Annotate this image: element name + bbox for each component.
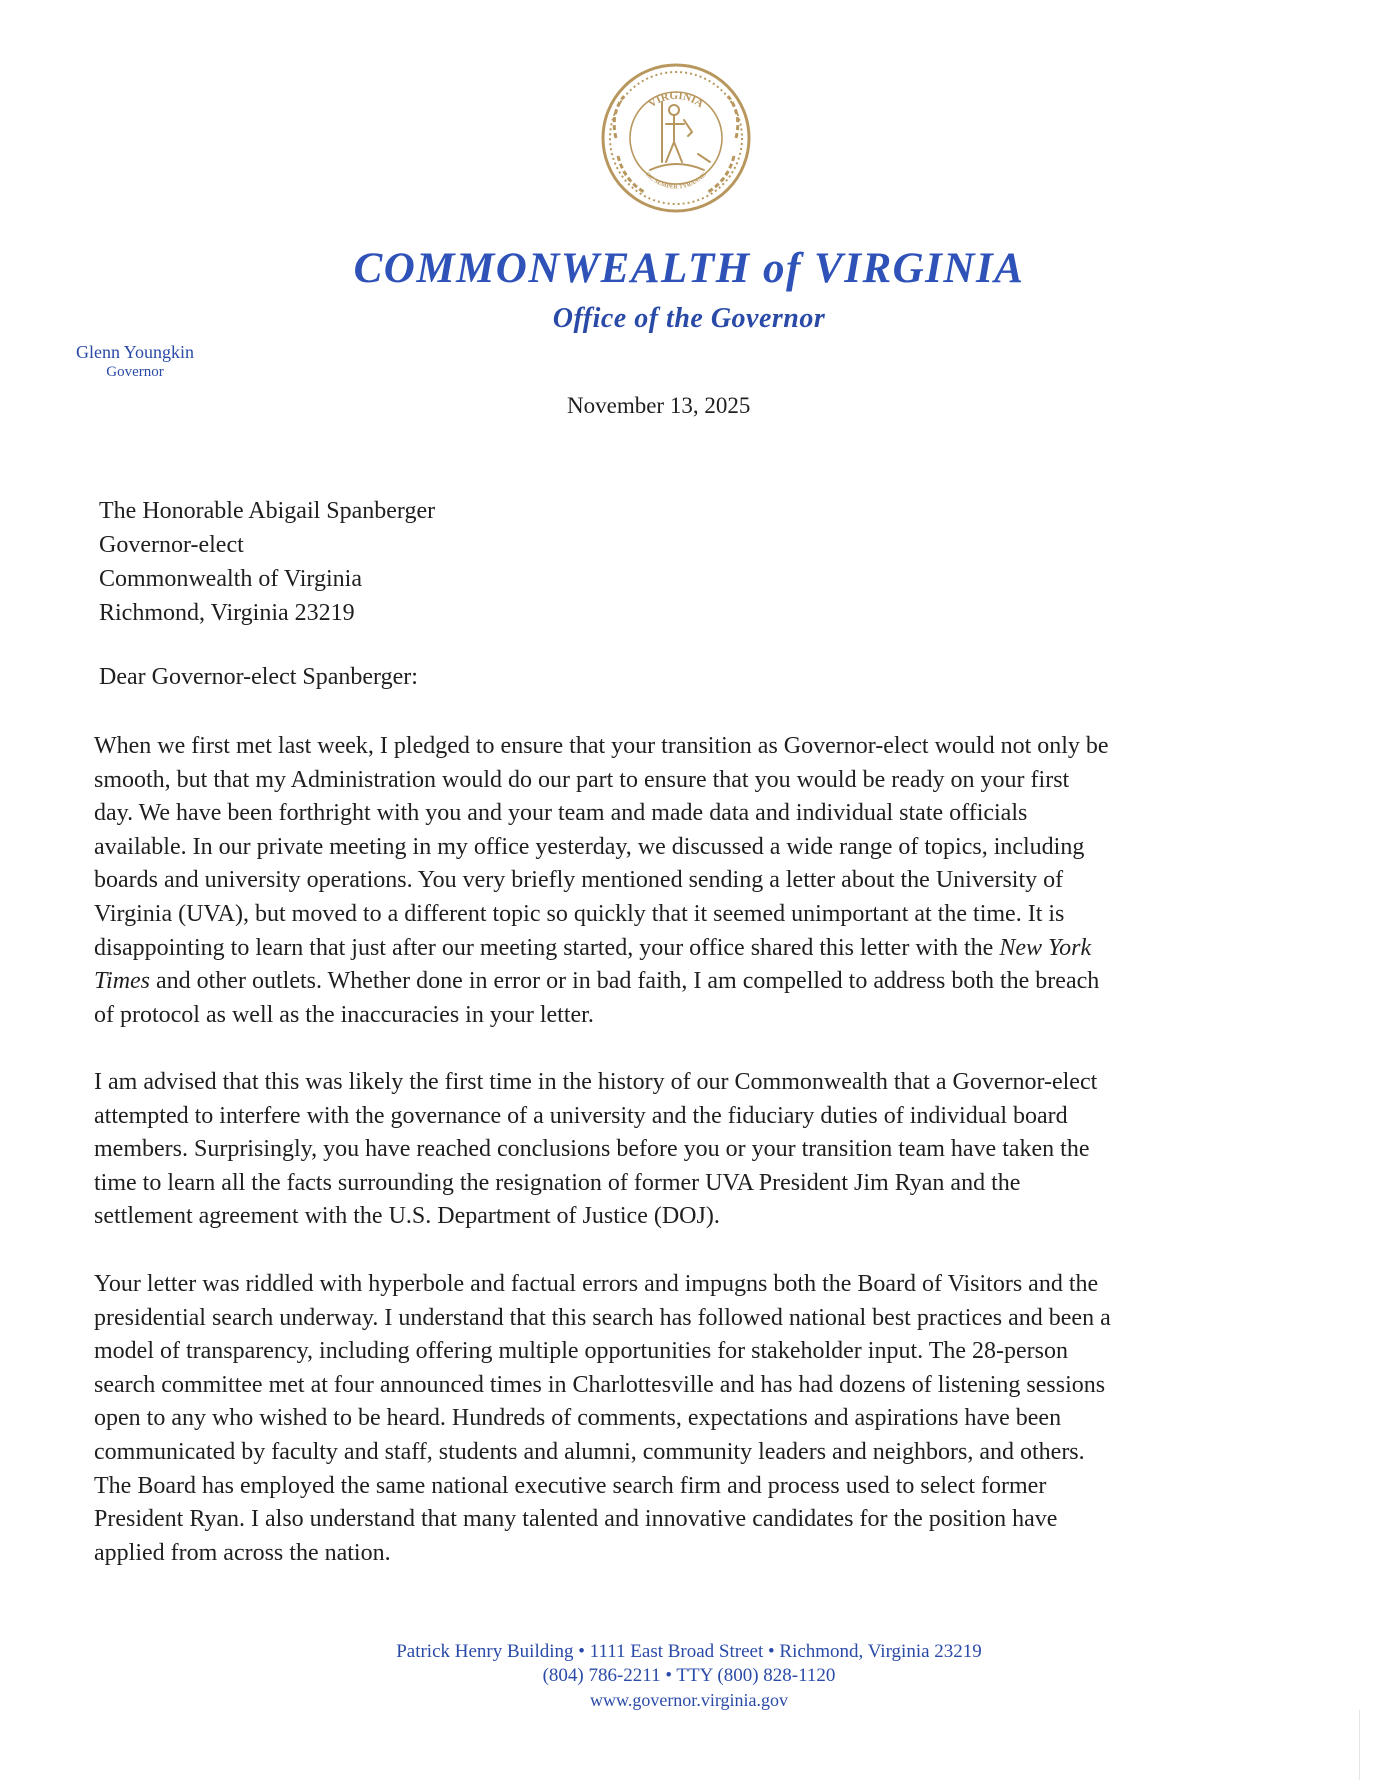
seal-motto: SIC SEMPER TYRANNIS xyxy=(643,171,709,191)
seal-text: VIRGINIA xyxy=(646,89,706,111)
body-line: Your letter was riddled with hyperbole and factual errors and impugns both the Board of Visitors and the xyxy=(94,1271,1099,1297)
body-paragraph-2 xyxy=(94,1066,1097,1234)
body-line: When we first met last week, I pledged to ensure that your transition as Governor-elect would not only be xyxy=(94,733,1109,759)
svg-text:VIRGINIA xyxy=(646,90,706,111)
body-line: model of transparency, including offering multiple opportunities for stakeholder input. The 28-person xyxy=(94,1338,1068,1365)
scan-edge-divider xyxy=(1359,1710,1360,1780)
svg-text:SIC SEMPER TYRANNIS xyxy=(644,171,709,190)
body-paragraph-1 xyxy=(94,730,1109,1032)
body-line: I am advised that this was likely the first time in the history of our Commonwealth that a Governor-elect xyxy=(94,1069,1098,1095)
body-line: applied from across the nation. xyxy=(94,1539,391,1566)
body-line: time to learn all the facts surrounding the resignation of former UVA President Jim Ryan and the xyxy=(94,1169,1021,1196)
body-paragraph-3 xyxy=(94,1268,1111,1570)
footer-address: Patrick Henry Building • 1111 East Broad Street • Richmond, Virginia 23219 xyxy=(396,1641,982,1662)
body-line: President Ryan. I also understand that many talented and innovative candidates for the position have xyxy=(94,1506,1058,1533)
sender-block xyxy=(60,342,210,382)
virginia-seal-icon xyxy=(600,62,752,214)
body-text: and other outlets. Whether done in error or in bad faith, I am compelled to address both the breach xyxy=(156,968,1100,995)
footer-website: www.governor.virginia.gov xyxy=(590,1690,788,1710)
body-line: settlement agreement with the U.S. Department of Justice (DOJ). xyxy=(94,1203,720,1230)
letterhead-title: COMMONWEALTH of VIRGINIA xyxy=(353,245,1025,292)
body-line xyxy=(94,965,1109,999)
recipient-line: Commonwealth of Virginia xyxy=(99,566,362,592)
body-line: The Board has employed the same national executive search firm and process used to select former xyxy=(94,1472,1047,1499)
publication-name: New York xyxy=(999,934,1092,961)
body-text: disappointing to learn that just after our meeting started, your office shared this letter with the xyxy=(94,934,994,961)
body-line: open to any who wished to be heard. Hundreds of comments, expectations and aspirations have been xyxy=(94,1405,1062,1432)
body-line: attempted to interfere with the governance of a university and the fiduciary duties of individual board xyxy=(94,1102,1068,1129)
salutation: Dear Governor-elect Spanberger: xyxy=(99,664,418,690)
sender-title: Governor xyxy=(106,364,164,380)
body-line: communicated by faculty and staff, students and alumni, community leaders and neighbors, and others. xyxy=(94,1438,1085,1465)
body-line xyxy=(94,932,1109,966)
body-line: of protocol as well as the inaccuracies in your letter. xyxy=(94,1001,594,1028)
body-line: boards and university operations. You very briefly mentioned sending a letter about the University of xyxy=(94,867,1064,894)
body-line: day. We have been forthright with you and your team and made data and individual state officials xyxy=(94,800,1028,827)
letter-date: November 13, 2025 xyxy=(567,393,751,418)
recipient-line: Richmond, Virginia 23219 xyxy=(99,600,355,626)
body-line: members. Surprisingly, you have reached conclusions before you or your transition team have taken the xyxy=(94,1136,1090,1163)
recipient-address xyxy=(99,494,435,630)
letterhead-footer xyxy=(0,1640,1378,1712)
letterhead-subtitle: Office of the Governor xyxy=(552,303,826,334)
body-line: presidential search underway. I understand that this search has followed national best practices and been a xyxy=(94,1304,1111,1331)
body-line: search committee met at four announced times in Charlottesville and has had dozens of listening sessions xyxy=(94,1371,1106,1398)
publication-name: Times xyxy=(94,968,151,995)
body-line: available. In our private meeting in my office yesterday, we discussed a wide range of topics, including xyxy=(94,833,1085,860)
recipient-line: Governor-elect xyxy=(99,532,244,558)
sender-name: Glenn Youngkin xyxy=(75,342,195,362)
body-line: Virginia (UVA), but moved to a different topic so quickly that it seemed unimportant at the time. It is xyxy=(94,900,1065,927)
body-line: smooth, but that my Administration would do our part to ensure that you would be ready on your first xyxy=(94,766,1070,793)
footer-phone: (804) 786-2211 • TTY (800) 828-1120 xyxy=(542,1665,836,1686)
recipient-line: The Honorable Abigail Spanberger xyxy=(99,498,436,524)
